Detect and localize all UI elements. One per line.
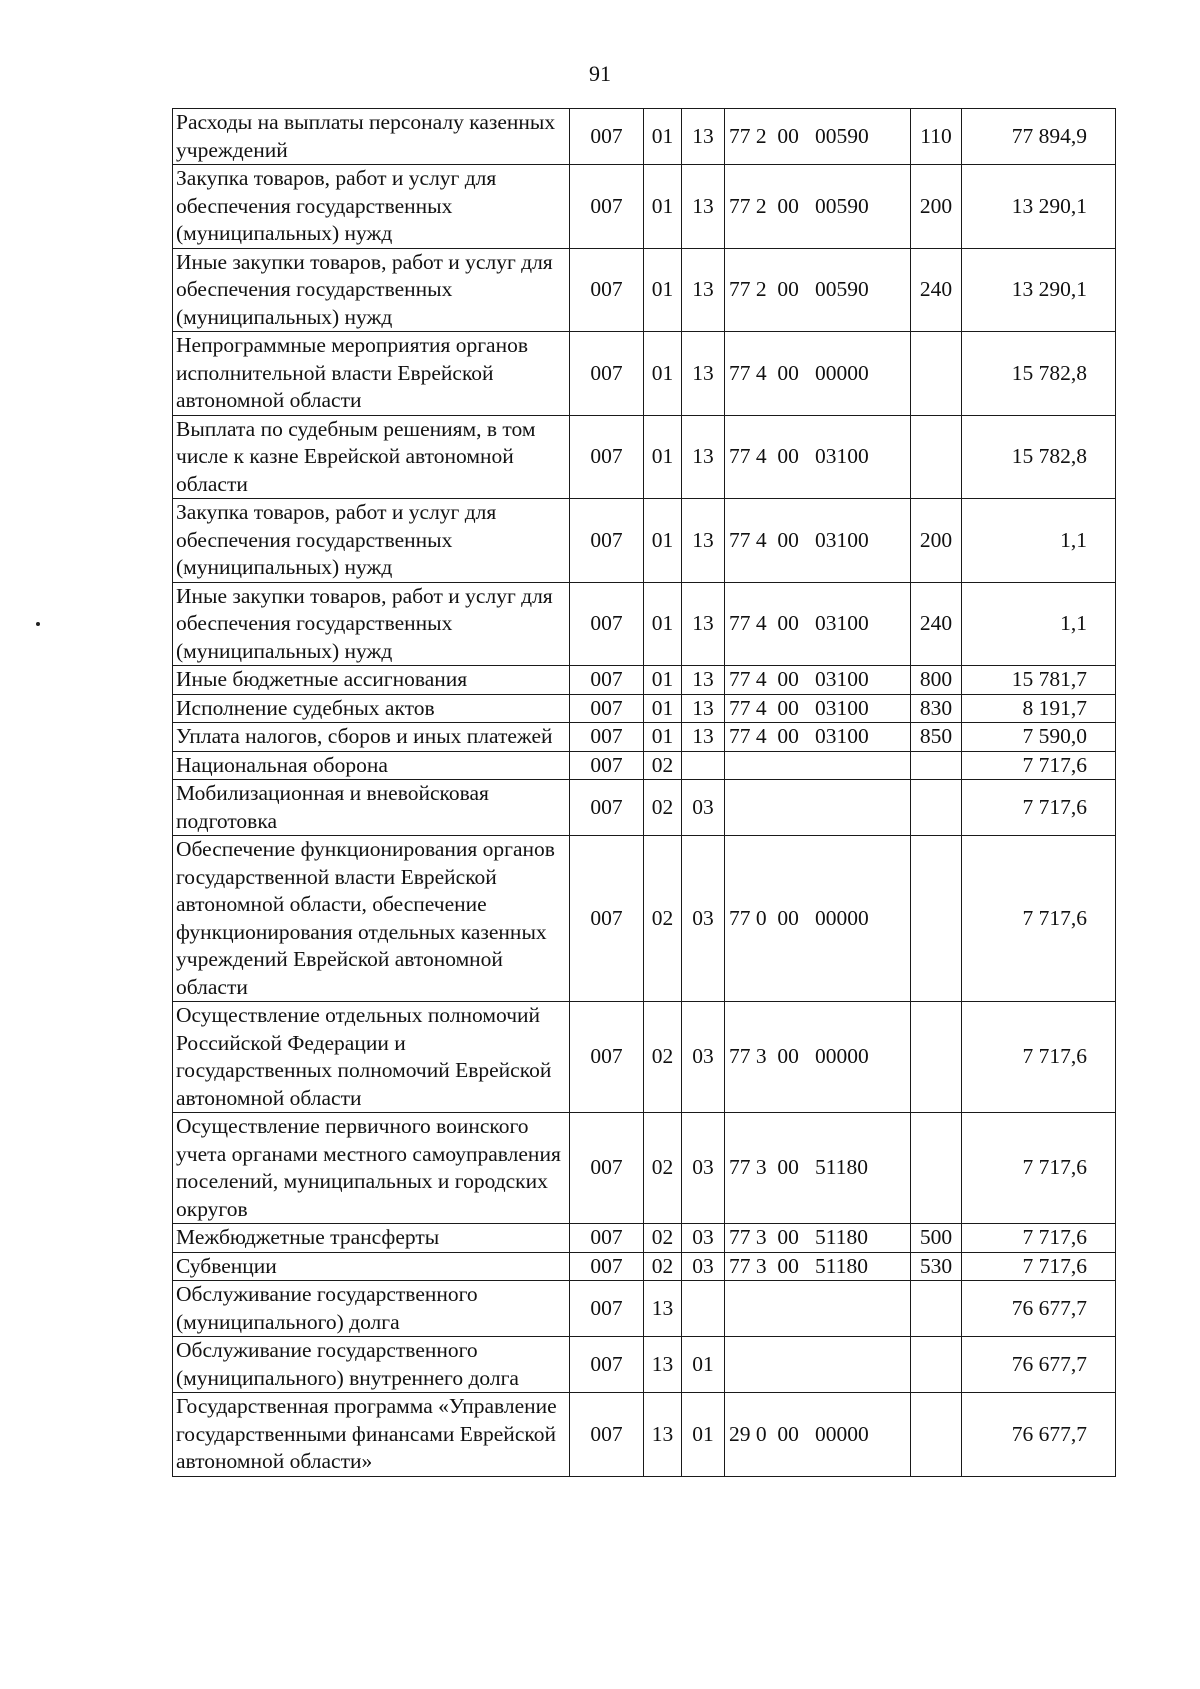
amount: 8 191,7 <box>962 694 1116 723</box>
target-article-code: 77 4 00 03100 <box>725 694 911 723</box>
table-row <box>173 582 1116 666</box>
expense-type-code <box>911 1281 962 1337</box>
subsection-code: 13 <box>682 248 725 332</box>
expense-name: Иные закупки товаров, работ и услуг для обеспечения государственных (муниципальных) нужд <box>173 248 570 332</box>
admin-code: 007 <box>570 415 644 499</box>
subsection-code: 01 <box>682 1393 725 1477</box>
expense-type-code: 200 <box>911 499 962 583</box>
target-article-code <box>725 751 911 780</box>
target-article-code: 77 4 00 03100 <box>725 582 911 666</box>
subsection-code: 13 <box>682 582 725 666</box>
expense-name: Закупка товаров, работ и услуг для обеспечения государственных (муниципальных) нужд <box>173 165 570 249</box>
admin-code: 007 <box>570 1002 644 1113</box>
expense-name: Закупка товаров, работ и услуг для обеспечения государственных (муниципальных) нужд <box>173 499 570 583</box>
admin-code: 007 <box>570 109 644 165</box>
target-article-code <box>725 1281 911 1337</box>
expense-name: Иные закупки товаров, работ и услуг для обеспечения государственных (муниципальных) нужд <box>173 582 570 666</box>
amount: 15 782,8 <box>962 415 1116 499</box>
target-article-code: 77 4 00 03100 <box>725 666 911 695</box>
expense-type-code <box>911 415 962 499</box>
expense-type-code <box>911 780 962 836</box>
amount: 76 677,7 <box>962 1337 1116 1393</box>
admin-code: 007 <box>570 723 644 752</box>
section-code: 01 <box>644 723 682 752</box>
section-code: 01 <box>644 332 682 416</box>
expense-name: Национальная оборона <box>173 751 570 780</box>
admin-code: 007 <box>570 1393 644 1477</box>
admin-code: 007 <box>570 780 644 836</box>
table-row <box>173 1224 1116 1253</box>
page-number: 91 <box>589 61 611 86</box>
amount: 7 717,6 <box>962 751 1116 780</box>
table-row <box>173 499 1116 583</box>
expense-type-code: 530 <box>911 1252 962 1281</box>
subsection-code: 13 <box>682 109 725 165</box>
subsection-code: 13 <box>682 165 725 249</box>
section-code: 01 <box>644 109 682 165</box>
expense-type-code: 110 <box>911 109 962 165</box>
target-article-code: 77 3 00 51180 <box>725 1252 911 1281</box>
section-code: 02 <box>644 1002 682 1113</box>
amount: 15 782,8 <box>962 332 1116 416</box>
expense-name: Обслуживание государственного (муниципального) долга <box>173 1281 570 1337</box>
section-code: 02 <box>644 1252 682 1281</box>
target-article-code: 77 4 00 03100 <box>725 499 911 583</box>
admin-code: 007 <box>570 1337 644 1393</box>
table-row <box>173 248 1116 332</box>
amount: 7 717,6 <box>962 1113 1116 1224</box>
target-article-code: 77 2 00 00590 <box>725 109 911 165</box>
target-article-code: 77 4 00 03100 <box>725 723 911 752</box>
admin-code: 007 <box>570 1224 644 1253</box>
table-row <box>173 694 1116 723</box>
table-row <box>173 1252 1116 1281</box>
expense-type-code <box>911 332 962 416</box>
expense-type-code: 800 <box>911 666 962 695</box>
admin-code: 007 <box>570 1281 644 1337</box>
target-article-code: 77 2 00 00590 <box>725 248 911 332</box>
admin-code: 007 <box>570 332 644 416</box>
admin-code: 007 <box>570 1113 644 1224</box>
section-code: 13 <box>644 1393 682 1477</box>
table-row <box>173 332 1116 416</box>
amount: 7 717,6 <box>962 1224 1116 1253</box>
amount: 77 894,9 <box>962 109 1116 165</box>
section-code: 01 <box>644 694 682 723</box>
expense-name: Межбюджетные трансферты <box>173 1224 570 1253</box>
admin-code: 007 <box>570 165 644 249</box>
expense-type-code <box>911 1002 962 1113</box>
amount: 76 677,7 <box>962 1281 1116 1337</box>
table-row <box>173 723 1116 752</box>
amount: 15 781,7 <box>962 666 1116 695</box>
table-row <box>173 836 1116 1002</box>
amount: 13 290,1 <box>962 248 1116 332</box>
section-code: 02 <box>644 1113 682 1224</box>
section-code: 01 <box>644 165 682 249</box>
expense-type-code: 240 <box>911 248 962 332</box>
expense-name: Иные бюджетные ассигнования <box>173 666 570 695</box>
amount: 7 717,6 <box>962 1002 1116 1113</box>
subsection-code <box>682 751 725 780</box>
subsection-code: 13 <box>682 694 725 723</box>
subsection-code: 01 <box>682 1337 725 1393</box>
subsection-code: 03 <box>682 1002 725 1113</box>
table-row <box>173 1281 1116 1337</box>
subsection-code: 03 <box>682 1113 725 1224</box>
target-article-code: 29 0 00 00000 <box>725 1393 911 1477</box>
table-row <box>173 165 1116 249</box>
expense-type-code <box>911 1393 962 1477</box>
expense-type-code <box>911 751 962 780</box>
scan-speck <box>36 622 40 626</box>
section-code: 02 <box>644 1224 682 1253</box>
amount: 1,1 <box>962 499 1116 583</box>
table-row <box>173 780 1116 836</box>
amount: 7 717,6 <box>962 1252 1116 1281</box>
table-row <box>173 1393 1116 1477</box>
expense-name: Расходы на выплаты персоналу казенных учреждений <box>173 109 570 165</box>
expense-type-code: 240 <box>911 582 962 666</box>
target-article-code: 77 4 00 00000 <box>725 332 911 416</box>
subsection-code: 13 <box>682 723 725 752</box>
expense-type-code: 500 <box>911 1224 962 1253</box>
table-row <box>173 1113 1116 1224</box>
admin-code: 007 <box>570 751 644 780</box>
expense-type-code <box>911 1113 962 1224</box>
amount: 76 677,7 <box>962 1393 1116 1477</box>
expense-type-code <box>911 836 962 1002</box>
admin-code: 007 <box>570 248 644 332</box>
section-code: 01 <box>644 248 682 332</box>
expense-type-code: 850 <box>911 723 962 752</box>
expense-name: Непрограммные мероприятия органов исполнительной власти Еврейской автономной области <box>173 332 570 416</box>
expense-name: Мобилизационная и вневойсковая подготовка <box>173 780 570 836</box>
expense-name: Осуществление первичного воинского учета органами местного самоуправления поселений, муниципальных и городских округов <box>173 1113 570 1224</box>
subsection-code <box>682 1281 725 1337</box>
subsection-code: 03 <box>682 1224 725 1253</box>
expense-name: Обеспечение функционирования органов государственной власти Еврейской автономной области, обеспечение функционирования отдельных казенных учреждений Еврейской автономной области <box>173 836 570 1002</box>
subsection-code: 03 <box>682 836 725 1002</box>
subsection-code: 03 <box>682 780 725 836</box>
expense-name: Субвенции <box>173 1252 570 1281</box>
amount: 7 590,0 <box>962 723 1116 752</box>
table-row <box>173 109 1116 165</box>
expense-name: Государственная программа «Управление государственными финансами Еврейской автономной области» <box>173 1393 570 1477</box>
admin-code: 007 <box>570 694 644 723</box>
subsection-code: 03 <box>682 1252 725 1281</box>
amount: 7 717,6 <box>962 780 1116 836</box>
target-article-code <box>725 780 911 836</box>
section-code: 01 <box>644 415 682 499</box>
section-code: 13 <box>644 1337 682 1393</box>
target-article-code: 77 0 00 00000 <box>725 836 911 1002</box>
subsection-code: 13 <box>682 666 725 695</box>
subsection-code: 13 <box>682 499 725 583</box>
expense-type-code: 830 <box>911 694 962 723</box>
expense-type-code: 200 <box>911 165 962 249</box>
amount: 13 290,1 <box>962 165 1116 249</box>
target-article-code: 77 3 00 51180 <box>725 1113 911 1224</box>
section-code: 01 <box>644 666 682 695</box>
expense-name: Осуществление отдельных полномочий Российской Федерации и государственных полномочий Еврейской автономной области <box>173 1002 570 1113</box>
admin-code: 007 <box>570 666 644 695</box>
admin-code: 007 <box>570 1252 644 1281</box>
section-code: 02 <box>644 836 682 1002</box>
table-row <box>173 415 1116 499</box>
table-row <box>173 1337 1116 1393</box>
target-article-code: 77 2 00 00590 <box>725 165 911 249</box>
expense-name: Обслуживание государственного (муниципального) внутреннего долга <box>173 1337 570 1393</box>
subsection-code: 13 <box>682 415 725 499</box>
subsection-code: 13 <box>682 332 725 416</box>
section-code: 13 <box>644 1281 682 1337</box>
table-row <box>173 666 1116 695</box>
expense-name: Уплата налогов, сборов и иных платежей <box>173 723 570 752</box>
table-row <box>173 1002 1116 1113</box>
section-code: 02 <box>644 751 682 780</box>
amount: 1,1 <box>962 582 1116 666</box>
budget-table <box>172 108 1116 1477</box>
target-article-code: 77 3 00 00000 <box>725 1002 911 1113</box>
target-article-code: 77 3 00 51180 <box>725 1224 911 1253</box>
section-code: 02 <box>644 780 682 836</box>
expense-name: Выплата по судебным решениям, в том числе к казне Еврейской автономной области <box>173 415 570 499</box>
admin-code: 007 <box>570 499 644 583</box>
target-article-code <box>725 1337 911 1393</box>
admin-code: 007 <box>570 836 644 1002</box>
table-row <box>173 751 1116 780</box>
expense-name: Исполнение судебных актов <box>173 694 570 723</box>
expense-type-code <box>911 1337 962 1393</box>
section-code: 01 <box>644 582 682 666</box>
section-code: 01 <box>644 499 682 583</box>
target-article-code: 77 4 00 03100 <box>725 415 911 499</box>
amount: 7 717,6 <box>962 836 1116 1002</box>
admin-code: 007 <box>570 582 644 666</box>
